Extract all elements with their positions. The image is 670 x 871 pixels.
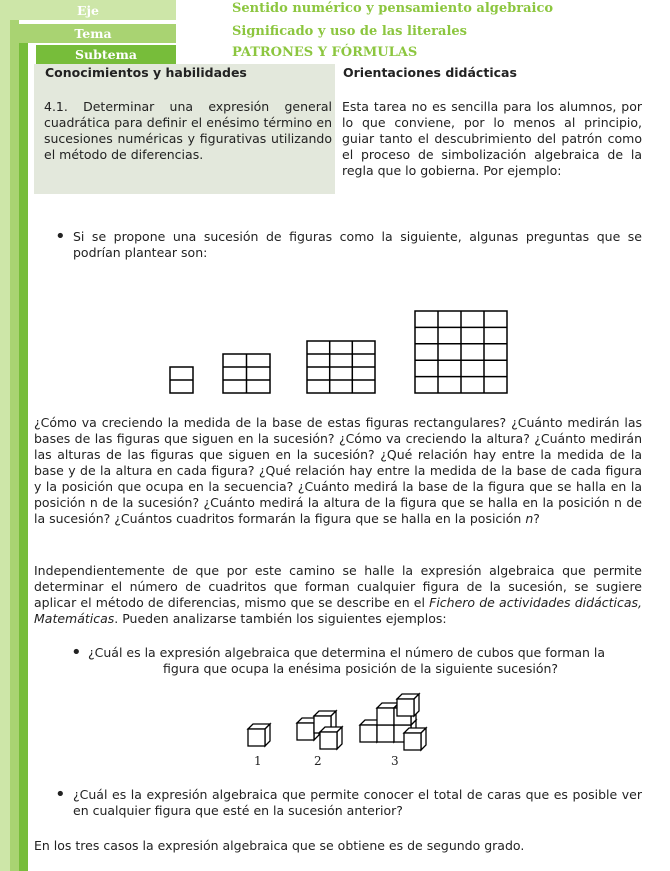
- bullet-dot: •: [55, 784, 66, 805]
- questions-variable: n: [525, 511, 534, 526]
- cube: [404, 728, 426, 750]
- cube: [248, 724, 270, 746]
- knowledge-text: 4.1. Determinar una expresión general cuadrática para definir el enésimo término en sucesiones numéricas y figurativas utilizando el método de diferencias.: [44, 99, 332, 162]
- cube: [320, 727, 342, 749]
- subtema-label: Subtema: [75, 47, 137, 62]
- eje-label: Eje: [76, 3, 99, 18]
- orientations-title: Orientaciones didácticas: [343, 65, 517, 80]
- cube-label-1: 1: [254, 754, 262, 768]
- bullet2-line1: ¿Cuál es la expresión algebraica que determina el número de cubos que forman la: [88, 645, 606, 660]
- bullet-dot: •: [71, 642, 82, 663]
- bullet2-line2: figura que ocupa la enésima posición de la siguiente sucesión?: [162, 661, 559, 676]
- questions-main: ¿Cómo va creciendo la medida de la base de estas figuras rectangulares? ¿Cuánto medirán las bases de las figuras que siguen en la sucesión? ¿Cómo va creciendo la altura? ¿Cuánto medirán las alturas de las figuras que siguen en la sucesión? ¿Qué relación hay entre la medida de la base y de la altura en cada figura? ¿Qué relación hay entre la medida de la base de cada figura y la posición que ocupa en la secuencia? ¿Cuánto medirá la base de la figura que se halla en la posición n de la sucesión? ¿Cuánto medirá la altura de la figura que se halla en la posición n de la sucesión? ¿Cuántos cuadritos formarán la figura que se halla en la posición: [34, 415, 642, 526]
- cube: [397, 694, 419, 716]
- eje-value: Sentido numérico y pensamiento algebraico: [232, 1, 554, 16]
- bullet-dot: •: [55, 226, 66, 247]
- method-text-b: . Pueden analizarse también los siguientes ejemplos:: [114, 611, 447, 626]
- tema-label: Tema: [74, 26, 112, 41]
- orientations-text: Esta tarea no es sencilla para los alumnos, por lo que conviene, por lo menos al principio, guiar tanto el descubrimiento del patrón como el proceso de simbolización algebraica de la regla que lo gobierna. Por ejemplo:: [342, 99, 642, 178]
- cube-label-2: 2: [314, 754, 322, 768]
- tema-value: Significado y uso de las literales: [232, 24, 467, 39]
- conclusion-text: En los tres casos la expresión algebraica que se obtiene es de segundo grado.: [34, 838, 525, 853]
- bullet1-text: Si se propone una sucesión de figuras como la siguiente, algunas preguntas que se podrían plantear son:: [73, 229, 642, 260]
- cube-label-3: 3: [391, 754, 399, 768]
- subtema-value: PATRONES Y FÓRMULAS: [232, 45, 418, 60]
- knowledge-title: Conocimientos y habilidades: [45, 65, 247, 80]
- bullet3-text: ¿Cuál es la expresión algebraica que permite conocer el total de caras que es posible ver en cualquier figura que esté en la sucesión anterior?: [73, 787, 642, 818]
- fichero-reference: Fichero de actividades didácticas, Matemáticas: [34, 595, 642, 626]
- method-text-a: Independientemente de que por este camino se halle la expresión algebraica que permite determinar el número de cuadritos que forman cualquier figura de la sucesión, se sugiere aplicar el método de diferencias, mismo que se describe en el: [34, 563, 642, 610]
- questions-end: ?: [533, 511, 540, 526]
